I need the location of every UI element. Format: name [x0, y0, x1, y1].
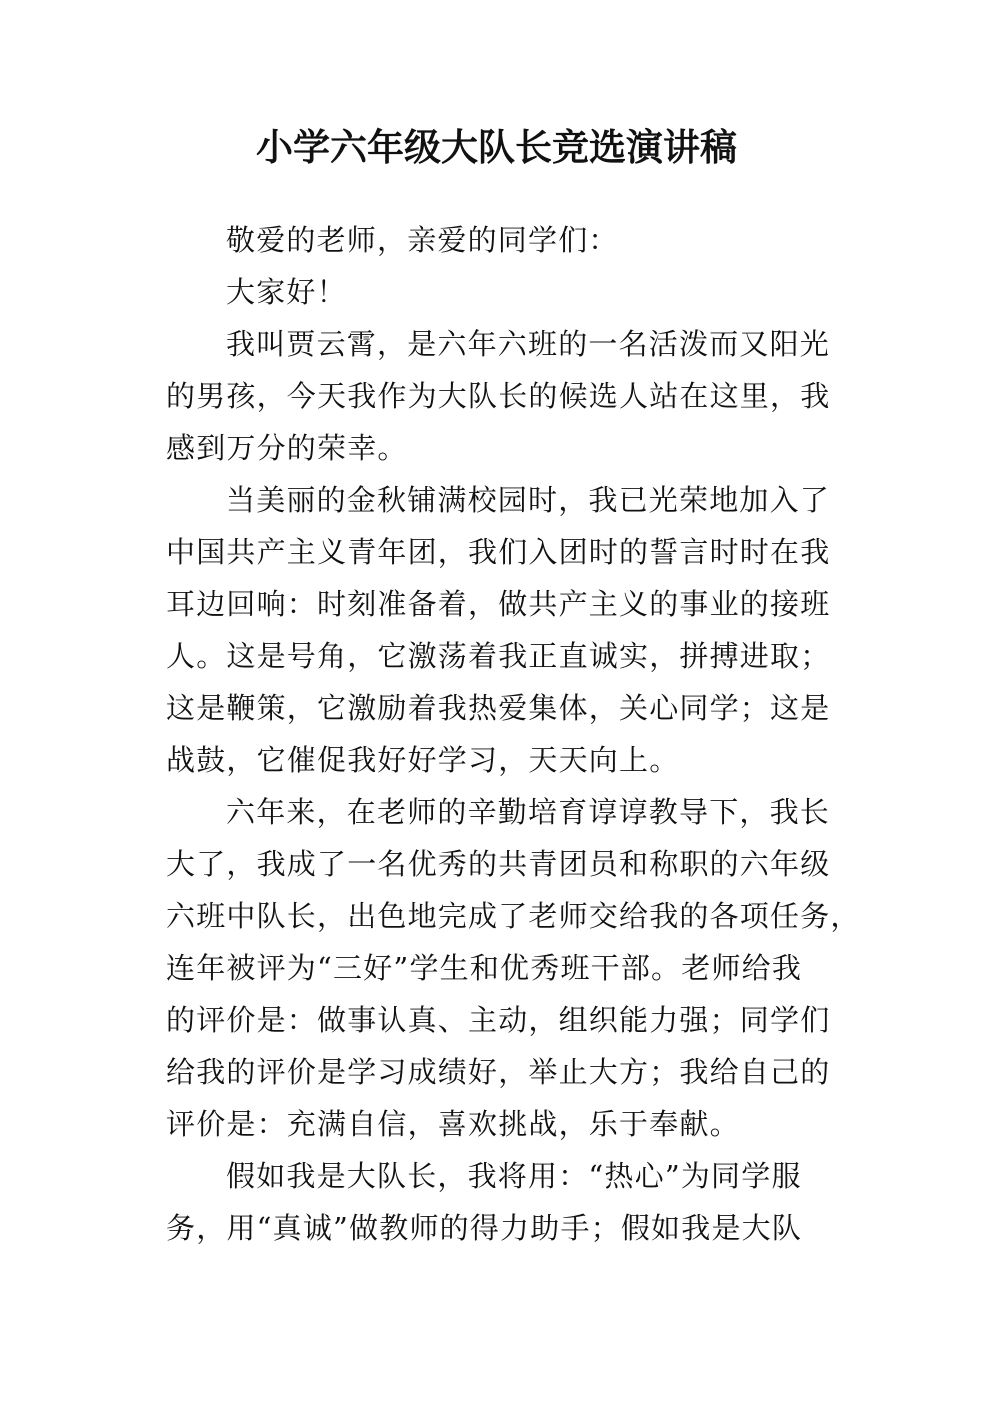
text-line: 假如我是大队长，我将用：“热心”为同学服 — [226, 1159, 802, 1193]
text-line: 中国共产主义青年团，我们入团时的誓言时时在我 — [166, 535, 831, 569]
text-line: 务，用“真诚”做教师的得力助手；假如我是大队 — [166, 1211, 803, 1245]
document-title: 小学六年级大队长竞选演讲稿 — [256, 126, 737, 169]
text-line: 敬爱的老师，亲爱的同学们： — [226, 223, 619, 257]
text-line: 大了，我成了一名优秀的共青团员和称职的六年级 — [166, 847, 831, 881]
text-line: 当美丽的金秋铺满校园时，我已光荣地加入了 — [226, 483, 831, 517]
text-line: 感到万分的荣幸。 — [166, 431, 408, 465]
text-line: 人。这是号角，它激荡着我正直诚实，拼搏进取； — [166, 639, 831, 673]
text-line: 战鼓，它催促我好好学习，天天向上。 — [166, 743, 680, 777]
text-line: 大家好！ — [226, 275, 347, 309]
text-line: 六年来，在老师的辛勤培育谆谆教导下，我长 — [226, 795, 831, 829]
document-body — [166, 214, 861, 1254]
text-line: 六班中队长，出色地完成了老师交给我的各项任务， — [166, 899, 861, 933]
text-line: 评价是：充满自信，喜欢挑战，乐于奉献。 — [166, 1107, 740, 1141]
text-line: 的男孩，今天我作为大队长的候选人站在这里，我 — [166, 379, 831, 413]
text-line: 这是鞭策，它激励着我热爱集体，关心同学；这是 — [166, 691, 831, 725]
text-line: 我叫贾云霄，是六年六班的一名活泼而又阳光 — [226, 327, 831, 361]
text-line: 给我的评价是学习成绩好，举止大方；我给自己的 — [166, 1055, 831, 1089]
text-line: 耳边回响：时刻准备着，做共产主义的事业的接班 — [166, 587, 831, 621]
text-line: 连年被评为“三好”学生和优秀班干部。老师给我 — [166, 951, 803, 985]
text-line: 的评价是：做事认真、主动，组织能力强；同学们 — [166, 1003, 831, 1037]
